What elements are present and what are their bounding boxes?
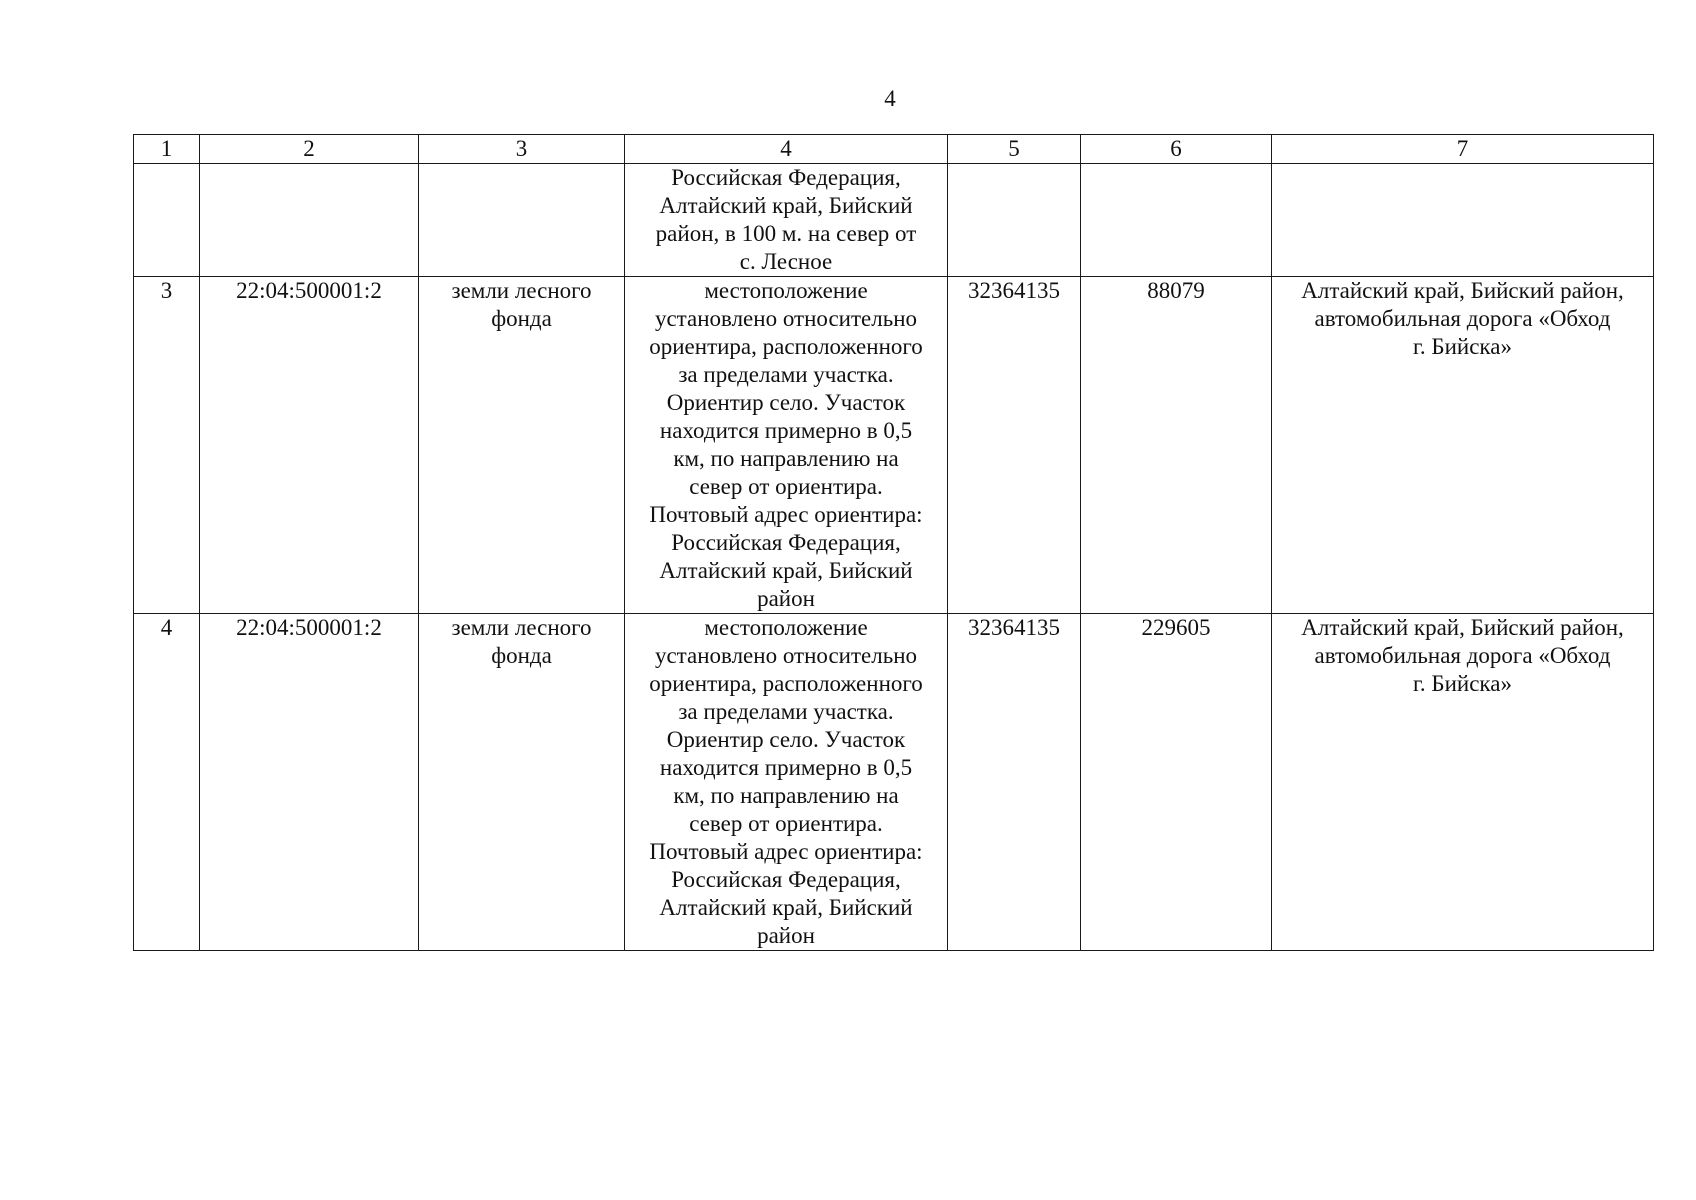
location-line: за пределами участка. xyxy=(678,362,894,387)
cell-category xyxy=(419,164,625,277)
cell-col5 xyxy=(948,164,1081,277)
column-number-row xyxy=(134,135,1654,164)
address-line: г. Бийска» xyxy=(1413,334,1512,359)
address-line: г. Бийска» xyxy=(1413,671,1512,696)
column-header-2: 2 xyxy=(200,135,419,164)
location-line: с. Лесное xyxy=(739,249,833,274)
location-line: Алтайский край, Бийский xyxy=(659,895,913,920)
location-line: район xyxy=(757,923,815,948)
table-row xyxy=(134,277,1654,614)
address-line: Алтайский край, Бийский район, xyxy=(1301,278,1624,303)
location-line: район xyxy=(757,586,815,611)
category-line: фонда xyxy=(491,643,552,668)
cell-address xyxy=(1272,614,1654,951)
page-number: 4 xyxy=(884,86,896,111)
location-line: Алтайский край, Бийский xyxy=(659,558,913,583)
location-line: км, по направлению на xyxy=(673,783,899,808)
location-line: местоположение xyxy=(704,278,868,303)
land-plots-table xyxy=(133,134,1654,951)
cell-cadastral xyxy=(200,164,419,277)
table-row xyxy=(134,614,1654,951)
location-line: Ориентир село. Участок xyxy=(666,390,906,415)
cell-category xyxy=(419,277,625,614)
location-line: установлено относительно xyxy=(654,306,918,331)
cell-cadastral: 22:04:500001:2 xyxy=(200,614,419,951)
cell-location xyxy=(625,277,948,614)
column-header-6: 6 xyxy=(1081,135,1272,164)
location-line: Российская Федерация, xyxy=(671,530,901,555)
cell-number: 3 xyxy=(134,277,200,614)
address-line: автомобильная дорога «Обход xyxy=(1314,306,1611,331)
location-line: ориентира, расположенного xyxy=(649,334,923,359)
column-header-1: 1 xyxy=(134,135,200,164)
location-line: Почтовый адрес ориентира: xyxy=(649,502,923,527)
cell-col5: 32364135 xyxy=(948,277,1081,614)
cell-cadastral: 22:04:500001:2 xyxy=(200,277,419,614)
location-line: Российская Федерация, xyxy=(671,867,901,892)
location-line: находится примерно в 0,5 xyxy=(659,418,913,443)
location-line: установлено относительно xyxy=(654,643,918,668)
cell-address xyxy=(1272,277,1654,614)
location-line: местоположение xyxy=(704,615,868,640)
cell-col6 xyxy=(1081,164,1272,277)
location-line: север от ориентира. xyxy=(689,811,883,836)
location-line: ориентира, расположенного xyxy=(649,671,923,696)
location-line: Ориентир село. Участок xyxy=(666,727,906,752)
category-line: фонда xyxy=(491,306,552,331)
cell-address xyxy=(1272,164,1654,277)
column-header-7: 7 xyxy=(1272,135,1654,164)
cell-location xyxy=(625,164,948,277)
column-header-3: 3 xyxy=(419,135,625,164)
column-header-5: 5 xyxy=(948,135,1081,164)
cell-col5: 32364135 xyxy=(948,614,1081,951)
table-row-continuation xyxy=(134,164,1654,277)
location-line: за пределами участка. xyxy=(678,699,894,724)
location-line: север от ориентира. xyxy=(689,474,883,499)
address-line: Алтайский край, Бийский район, xyxy=(1301,615,1624,640)
cell-number: 4 xyxy=(134,614,200,951)
cell-category xyxy=(419,614,625,951)
category-line: земли лесного xyxy=(451,278,592,303)
cell-location xyxy=(625,614,948,951)
category-line: земли лесного xyxy=(451,615,592,640)
column-header-4: 4 xyxy=(625,135,948,164)
cell-col6: 88079 xyxy=(1081,277,1272,614)
cell-col6: 229605 xyxy=(1081,614,1272,951)
location-line: Российская Федерация, xyxy=(671,165,901,190)
location-line: Почтовый адрес ориентира: xyxy=(649,839,923,864)
location-line: км, по направлению на xyxy=(673,446,899,471)
location-line: находится примерно в 0,5 xyxy=(659,755,913,780)
location-line: район, в 100 м. на север от xyxy=(655,221,917,246)
cell-number xyxy=(134,164,200,277)
location-line: Алтайский край, Бийский xyxy=(659,193,913,218)
address-line: автомобильная дорога «Обход xyxy=(1314,643,1611,668)
